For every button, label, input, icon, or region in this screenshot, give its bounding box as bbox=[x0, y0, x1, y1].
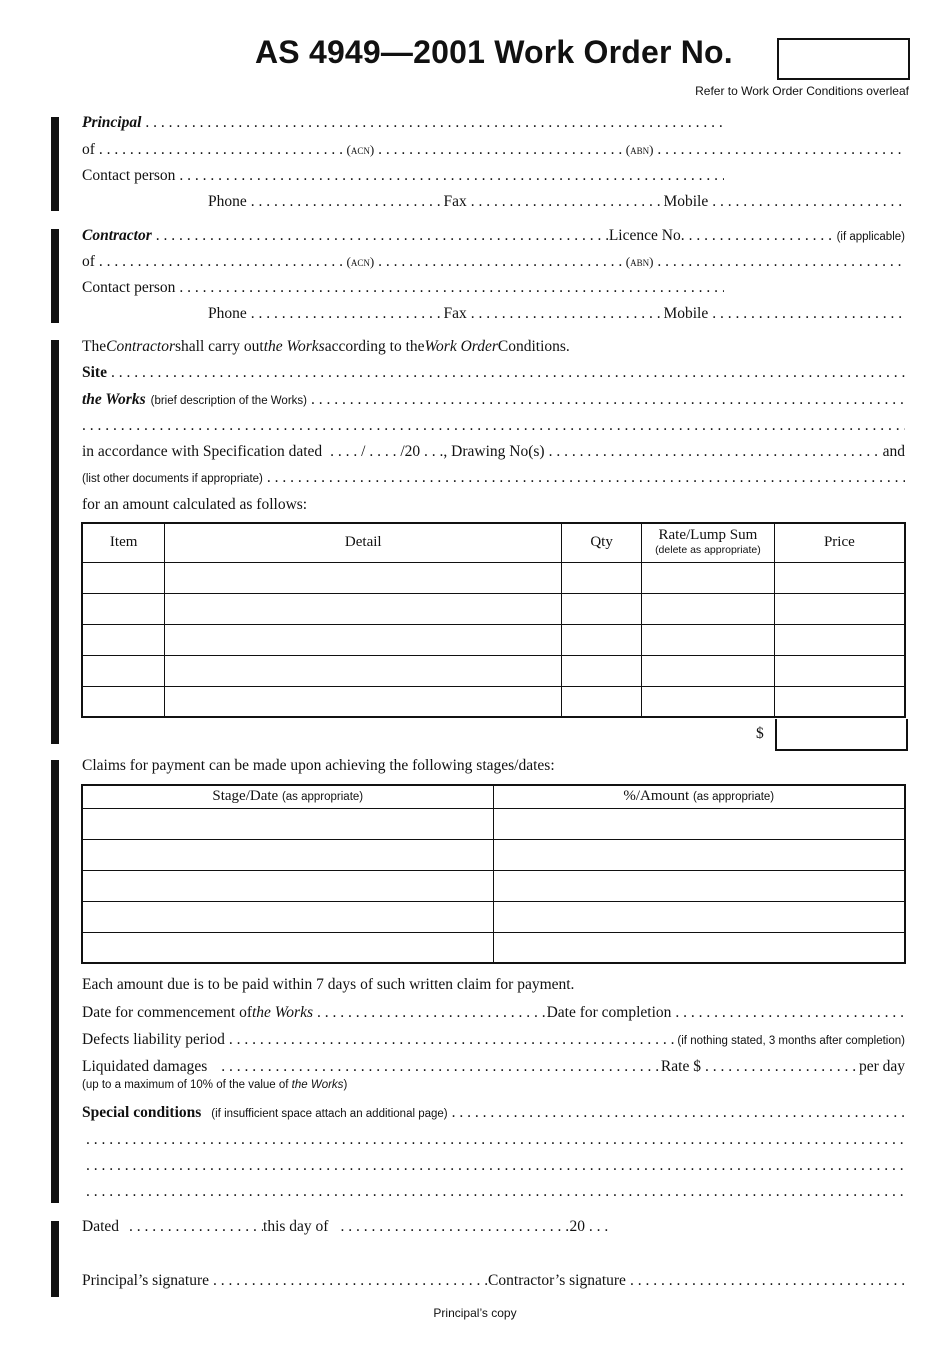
contractor-phone-field[interactable] bbox=[247, 305, 444, 323]
principal-mobile-field[interactable] bbox=[708, 193, 905, 211]
principal-phone-label: Phone bbox=[208, 193, 247, 210]
item-cell[interactable] bbox=[82, 593, 165, 624]
principal-of-line[interactable] bbox=[82, 141, 905, 165]
spec-label: in accordance with Specification dated bbox=[82, 443, 323, 460]
works-intro-works: the Works bbox=[263, 338, 325, 355]
licence-field[interactable] bbox=[685, 227, 833, 245]
principal-abn-field[interactable] bbox=[653, 141, 905, 159]
items-table-header bbox=[82, 523, 905, 562]
special-label: Special conditions bbox=[82, 1104, 202, 1121]
commencement-works: the Works bbox=[252, 1004, 313, 1021]
section-bar-signoff bbox=[51, 1221, 59, 1297]
principal-abn-label: (abn) bbox=[625, 142, 654, 157]
defects-line[interactable] bbox=[82, 1031, 905, 1055]
ld-note-text: (up to a maximum of 10% of the value of bbox=[82, 1079, 292, 1091]
work-order-number-field[interactable] bbox=[777, 38, 910, 80]
principal-address-field[interactable] bbox=[95, 141, 347, 159]
detail-header: Detail bbox=[165, 523, 562, 562]
works-intro-text: The bbox=[82, 338, 107, 355]
dates-line[interactable] bbox=[82, 1004, 905, 1028]
total-currency-label: $ bbox=[756, 725, 764, 742]
defects-field[interactable] bbox=[225, 1031, 678, 1049]
other-docs-note: (list other documents if appropriate) bbox=[82, 473, 263, 485]
ld-rate-label: Rate $ bbox=[660, 1058, 701, 1075]
detail-cell[interactable] bbox=[165, 562, 562, 593]
contractor-contact-label: Contact person bbox=[82, 279, 176, 296]
rate-cell[interactable] bbox=[642, 655, 775, 686]
qty-cell[interactable] bbox=[562, 655, 642, 686]
item-header: Item bbox=[82, 523, 165, 562]
price-cell[interactable] bbox=[774, 655, 905, 686]
amount-cell[interactable] bbox=[493, 839, 905, 870]
works-intro-work-order: Work Order bbox=[424, 338, 498, 355]
rate-cell[interactable] bbox=[642, 686, 775, 717]
item-cell[interactable] bbox=[82, 562, 165, 593]
principal-label: Principal bbox=[82, 114, 142, 131]
qty-cell[interactable] bbox=[562, 686, 642, 717]
specification-line[interactable] bbox=[82, 443, 905, 467]
special-field[interactable] bbox=[448, 1104, 905, 1122]
stage-header-label: Stage/Date bbox=[212, 788, 279, 805]
stage-cell[interactable] bbox=[82, 901, 493, 932]
detail-cell[interactable] bbox=[165, 624, 562, 655]
licence-label: Licence No. bbox=[608, 227, 685, 244]
principal-phone-line[interactable] bbox=[208, 193, 905, 217]
principal-signature-field[interactable] bbox=[209, 1272, 488, 1290]
other-docs-field[interactable] bbox=[263, 469, 905, 487]
special-conditions-line[interactable] bbox=[82, 1104, 905, 1128]
section-bar-works bbox=[51, 340, 59, 744]
site-line[interactable] bbox=[82, 364, 905, 388]
item-cell[interactable] bbox=[82, 686, 165, 717]
ld-field[interactable] bbox=[207, 1058, 661, 1076]
stage-cell[interactable] bbox=[82, 932, 493, 963]
stage-header bbox=[82, 785, 493, 808]
special-conditions-line-2[interactable] bbox=[82, 1131, 905, 1155]
special-note: (if insufficient space attach an additional page) bbox=[211, 1108, 448, 1120]
special-conditions-line-4[interactable] bbox=[82, 1183, 905, 1207]
spec-date-field[interactable]: . . . . / . . . . /20 . . . bbox=[330, 443, 444, 460]
stage-cell[interactable] bbox=[82, 839, 493, 870]
table-row bbox=[82, 932, 905, 963]
special-field-3[interactable] bbox=[82, 1157, 905, 1175]
amount-intro bbox=[82, 496, 905, 520]
qty-header: Qty bbox=[562, 523, 642, 562]
other-docs-line[interactable] bbox=[82, 469, 905, 493]
commencement-field[interactable] bbox=[313, 1004, 547, 1022]
price-cell[interactable] bbox=[774, 686, 905, 717]
item-cell[interactable] bbox=[82, 655, 165, 686]
principal-of-label: of bbox=[82, 141, 95, 158]
amount-cell[interactable] bbox=[493, 932, 905, 963]
dated-year[interactable]: 20 . . . bbox=[569, 1218, 609, 1235]
claims-intro-text: Claims for payment can be made upon achieving the following stages/dates: bbox=[82, 757, 555, 774]
the-works-line[interactable] bbox=[82, 391, 905, 415]
detail-cell[interactable] bbox=[165, 686, 562, 717]
rate-cell[interactable] bbox=[642, 624, 775, 655]
and-label: and bbox=[882, 443, 905, 460]
items-table bbox=[81, 522, 906, 718]
principal-fax-field[interactable] bbox=[467, 193, 664, 211]
special-field-2[interactable] bbox=[82, 1131, 905, 1149]
contractor-acn-field[interactable] bbox=[374, 253, 626, 271]
payment-terms-text: Each amount due is to be paid within 7 days of such written claim for payment. bbox=[82, 976, 575, 993]
rate-header bbox=[642, 523, 775, 562]
works-intro-contractor: Contractor bbox=[106, 338, 176, 355]
contractor-phone-line[interactable] bbox=[208, 305, 905, 329]
table-row bbox=[82, 624, 905, 655]
contractor-phone-label: Phone bbox=[208, 305, 247, 322]
conditions-note: Refer to Work Order Conditions overleaf bbox=[695, 84, 909, 98]
contractor-of-label: of bbox=[82, 253, 95, 270]
section-bar-claims bbox=[51, 760, 59, 1203]
page-title: AS 4949—2001 Work Order No. bbox=[255, 34, 733, 70]
the-works-label: the Works bbox=[82, 391, 146, 408]
amount-cell[interactable] bbox=[493, 808, 905, 839]
contractor-name-field[interactable] bbox=[152, 227, 609, 245]
contractor-mobile-label: Mobile bbox=[663, 305, 709, 322]
table-row bbox=[82, 686, 905, 717]
principal-signature-label: Principal’s signature bbox=[82, 1272, 209, 1289]
contractor-signature-field[interactable] bbox=[626, 1272, 905, 1290]
the-works-line-2[interactable] bbox=[82, 417, 905, 441]
ld-note bbox=[82, 1079, 347, 1091]
principal-acn-label: (acn) bbox=[346, 142, 375, 157]
detail-cell[interactable] bbox=[165, 593, 562, 624]
amount-header-label: %/Amount bbox=[623, 788, 690, 805]
drawing-field[interactable] bbox=[545, 443, 883, 461]
claims-intro bbox=[82, 757, 905, 781]
rate-header-note: (delete as appropriate) bbox=[655, 543, 761, 556]
works-intro-text: shall carry out bbox=[175, 338, 264, 355]
contractor-label: Contractor bbox=[82, 227, 152, 244]
principal-mobile-label: Mobile bbox=[663, 193, 709, 210]
site-field[interactable] bbox=[107, 364, 905, 382]
principal-phone-field[interactable] bbox=[247, 193, 444, 211]
completion-label: Date for completion bbox=[546, 1004, 672, 1021]
amount-intro-text: for an amount calculated as follows: bbox=[82, 496, 308, 513]
section-bar-contractor bbox=[51, 229, 59, 323]
special-conditions-line-3[interactable] bbox=[82, 1157, 905, 1181]
stage-cell[interactable] bbox=[82, 808, 493, 839]
contractor-contact-field[interactable] bbox=[175, 279, 724, 297]
table-row bbox=[82, 870, 905, 901]
commencement-label: Date for commencement of bbox=[82, 1004, 252, 1021]
amount-header bbox=[493, 785, 905, 808]
price-cell[interactable] bbox=[774, 593, 905, 624]
principal-contact-line[interactable] bbox=[82, 167, 724, 191]
payment-terms bbox=[82, 976, 905, 1000]
amount-cell[interactable] bbox=[493, 870, 905, 901]
principal-contact-field[interactable] bbox=[175, 167, 724, 185]
amount-cell[interactable] bbox=[493, 901, 905, 932]
principal-line[interactable] bbox=[82, 114, 724, 138]
principal-contact-label: Contact person bbox=[82, 167, 176, 184]
table-row bbox=[82, 655, 905, 686]
detail-cell[interactable] bbox=[165, 655, 562, 686]
rate-cell[interactable] bbox=[642, 593, 775, 624]
ld-note-works: the Works bbox=[291, 1079, 344, 1091]
price-header: Price bbox=[774, 523, 905, 562]
qty-cell[interactable] bbox=[562, 562, 642, 593]
table-row bbox=[82, 901, 905, 932]
stage-cell[interactable] bbox=[82, 870, 493, 901]
contractor-address-field[interactable] bbox=[95, 253, 347, 271]
licence-note: (if applicable) bbox=[836, 231, 905, 243]
principal-acn-field[interactable] bbox=[374, 141, 626, 159]
price-cell[interactable] bbox=[774, 562, 905, 593]
works-intro-text: according to the bbox=[324, 338, 425, 355]
table-row bbox=[82, 562, 905, 593]
contractor-line[interactable] bbox=[82, 227, 905, 251]
dated-day-field[interactable] bbox=[119, 1218, 263, 1236]
table-row bbox=[82, 808, 905, 839]
contractor-signature-label: Contractor’s signature bbox=[488, 1272, 626, 1289]
qty-cell[interactable] bbox=[562, 593, 642, 624]
ld-note-text: ) bbox=[343, 1079, 348, 1091]
special-field-4[interactable] bbox=[82, 1183, 905, 1201]
defects-note: (if nothing stated, 3 months after completion) bbox=[677, 1035, 905, 1047]
contractor-abn-field[interactable] bbox=[653, 253, 905, 271]
principal-fax-label: Fax bbox=[443, 193, 467, 210]
rate-header-label: Rate/Lump Sum bbox=[658, 526, 758, 543]
stage-header-note: (as appropriate) bbox=[281, 791, 364, 804]
rate-cell[interactable] bbox=[642, 562, 775, 593]
defects-label: Defects liability period bbox=[82, 1031, 225, 1048]
signatures-line[interactable] bbox=[82, 1272, 905, 1296]
contractor-fax-field[interactable] bbox=[467, 305, 664, 323]
dated-month-field[interactable] bbox=[328, 1218, 569, 1236]
site-label: Site bbox=[82, 364, 107, 381]
contractor-contact-line[interactable] bbox=[82, 279, 724, 303]
total-price-field[interactable] bbox=[775, 719, 908, 751]
item-cell[interactable] bbox=[82, 624, 165, 655]
table-row bbox=[82, 839, 905, 870]
ld-per-day: per day bbox=[858, 1058, 905, 1075]
drawing-label: , Drawing No(s) bbox=[443, 443, 545, 460]
works-intro bbox=[82, 338, 905, 362]
contractor-fax-label: Fax bbox=[443, 305, 467, 322]
principal-name-field[interactable] bbox=[141, 114, 724, 132]
contractor-acn-label: (acn) bbox=[346, 254, 375, 269]
works-intro-text: Conditions. bbox=[497, 338, 570, 355]
contractor-mobile-field[interactable] bbox=[708, 305, 905, 323]
copy-label: Principal’s copy bbox=[433, 1306, 517, 1320]
ld-label: Liquidated damages bbox=[82, 1058, 208, 1075]
completion-field[interactable] bbox=[671, 1004, 905, 1022]
ld-rate-field[interactable] bbox=[701, 1058, 859, 1076]
dated-line[interactable] bbox=[82, 1218, 642, 1242]
the-works-note: (brief description of the Works) bbox=[150, 395, 307, 407]
table-row bbox=[82, 593, 905, 624]
claims-table-header bbox=[82, 785, 905, 808]
amount-header-note: (as appropriate) bbox=[692, 791, 775, 804]
this-day-of-label: this day of bbox=[263, 1218, 329, 1235]
dated-label: Dated bbox=[82, 1218, 120, 1235]
the-works-field-2[interactable] bbox=[82, 417, 905, 435]
section-bar-principal bbox=[51, 117, 59, 211]
contractor-of-line[interactable] bbox=[82, 253, 905, 277]
the-works-field[interactable] bbox=[307, 391, 905, 409]
price-cell[interactable] bbox=[774, 624, 905, 655]
contractor-abn-label: (abn) bbox=[625, 254, 654, 269]
qty-cell[interactable] bbox=[562, 624, 642, 655]
claims-table bbox=[81, 784, 906, 964]
